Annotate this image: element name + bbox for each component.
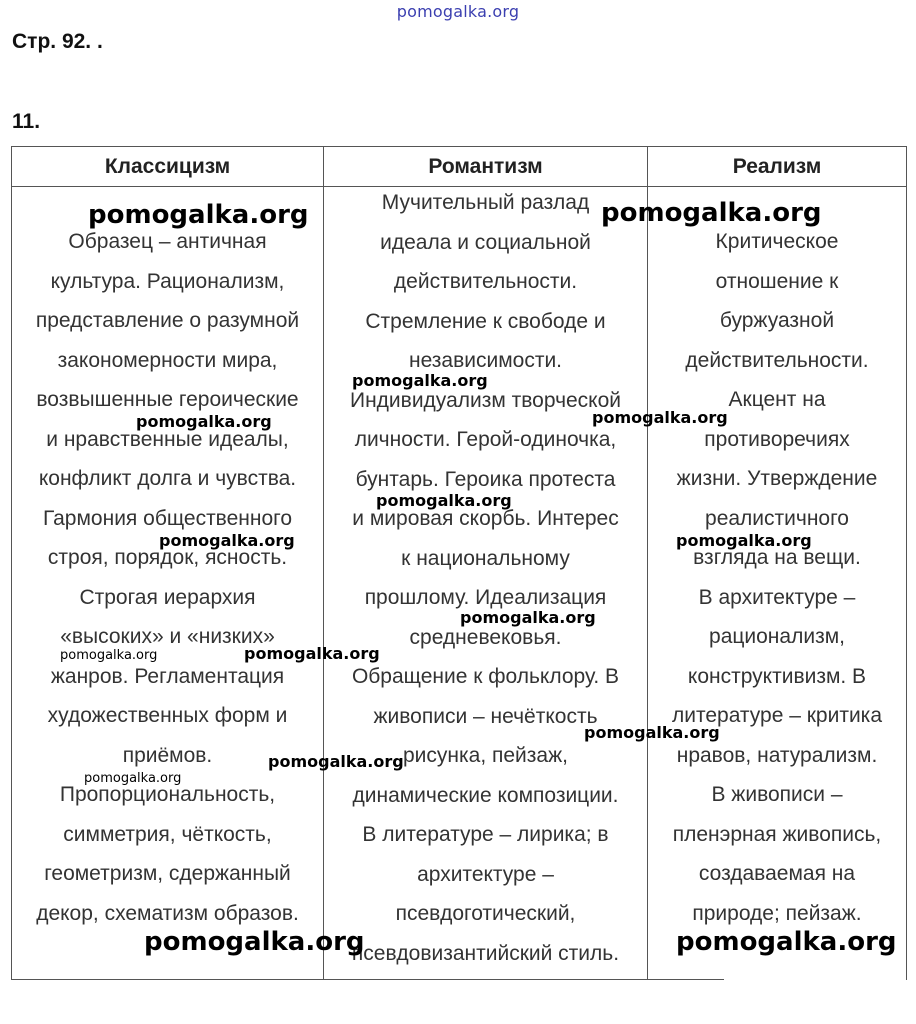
cell-line: Критическое	[715, 230, 839, 253]
cell-line: взгляда на вещи.	[693, 546, 861, 569]
task-number: 11.	[12, 110, 41, 133]
cell-line: прошлому. Идеализация	[364, 586, 607, 609]
cell-line: личности. Герой-одиночка,	[354, 428, 617, 451]
cell-line: культура. Рационализм,	[50, 269, 285, 293]
cell-line: независимости.	[408, 349, 563, 372]
cell-line: Строгая иерархия	[79, 585, 256, 609]
watermark: pomogalka.org	[676, 531, 812, 550]
cell-line: архитектуре –	[417, 862, 554, 886]
cell-line: и мировая скорбь. Интерес	[352, 507, 619, 530]
watermark: pomogalka.org	[60, 648, 158, 663]
header-realism: Реализм	[648, 147, 907, 187]
cell-line: к национальному	[401, 546, 570, 570]
watermark: pomogalka.org	[676, 927, 897, 957]
romanticism-cell	[324, 187, 648, 980]
cell-line: Обращение к фольклору. В	[351, 665, 620, 688]
page-label: Стр. 92. .	[12, 30, 103, 53]
cell-line: и нравственные идеалы,	[46, 427, 289, 451]
cell-line: буржуазной	[719, 309, 835, 332]
cell-line: Мучительный разлад	[381, 191, 590, 214]
cell-line: приёмов.	[122, 743, 213, 767]
watermark: pomogalka.org	[88, 200, 309, 230]
cell-line: Акцент на	[728, 388, 826, 411]
cell-line: действительности.	[393, 270, 578, 293]
border-gap	[724, 975, 906, 987]
cell-line: представление о разумной	[35, 309, 300, 332]
watermark: pomogalka.org	[601, 198, 822, 228]
cell-line: строя, порядок, ясность.	[47, 546, 288, 569]
cell-line: литературе – критика	[671, 704, 883, 727]
cell-line: Образец – античная	[68, 230, 267, 253]
cell-line: конструктивизм. В	[687, 664, 867, 688]
realism-text	[652, 222, 902, 933]
watermark: pomogalka.org	[136, 412, 272, 431]
cell-line: Стремление к свободе и	[365, 309, 606, 333]
cell-line: действительности.	[685, 348, 869, 372]
table-body-row	[12, 187, 907, 980]
classicism-cell	[12, 187, 324, 980]
realism-cell	[648, 187, 907, 980]
cell-line: декор, схематизм образов.	[36, 901, 299, 925]
cell-line: жанров. Регламентация	[50, 664, 285, 688]
cell-line: В литературе – лирика; в	[362, 823, 609, 846]
watermark: pomogalka.org	[352, 371, 488, 390]
cell-line: нравов, натурализм.	[676, 743, 878, 767]
watermark: pomogalka.org	[159, 531, 295, 550]
cell-line: Индивидуализм творческой	[349, 388, 622, 412]
watermark: pomogalka.org	[244, 644, 380, 663]
cell-line: жизни. Утверждение	[676, 467, 878, 490]
cell-line: Пропорциональность,	[59, 783, 276, 806]
cell-line: художественных форм и	[47, 704, 288, 727]
cell-line: псевдовизантийский стиль.	[351, 941, 620, 965]
comparison-table	[11, 146, 907, 980]
cell-line: закономерности мира,	[57, 348, 278, 372]
cell-line: динамические композиции.	[352, 783, 619, 807]
site-watermark-top: pomogalka.org	[396, 2, 520, 21]
cell-line: бунтарь. Героика протеста	[355, 467, 616, 491]
cell-line: В архитектуре –	[698, 585, 856, 609]
cell-line: рационализм,	[709, 625, 845, 648]
header-romanticism: Романтизм	[324, 147, 648, 187]
cell-line: псевдоготический,	[395, 902, 576, 925]
cell-line: симметрия, чёткость,	[63, 822, 272, 846]
cell-line: Гармония общественного	[42, 506, 293, 530]
watermark: pomogalka.org	[592, 408, 728, 427]
cell-line: «высоких» и «низких»	[60, 625, 275, 648]
watermark: pomogalka.org	[144, 927, 365, 957]
watermark: pomogalka.org	[268, 752, 404, 771]
classicism-text	[16, 222, 319, 933]
cell-line: природе; пейзаж.	[692, 901, 862, 925]
cell-line: пленэрная живопись,	[672, 822, 882, 846]
cell-line: возвышенные героические	[36, 388, 299, 411]
cell-line: реалистичного	[705, 506, 849, 530]
cell-line: конфликт долга и чувства.	[38, 467, 297, 490]
cell-line: средневековья.	[409, 625, 562, 649]
romanticism-text	[328, 183, 643, 973]
watermark: pomogalka.org	[460, 608, 596, 627]
cell-line: В живописи –	[711, 783, 843, 806]
cell-line: идеала и социальной	[380, 230, 591, 254]
cell-line: создаваемая на	[698, 862, 856, 885]
cell-line: противоречиях	[704, 427, 850, 451]
watermark: pomogalka.org	[584, 723, 720, 742]
header-classicism: Классицизм	[12, 147, 324, 187]
cell-line: живописи – нечёткость	[373, 704, 598, 728]
cell-line: отношение к	[715, 269, 839, 293]
cell-line: геометризм, сдержанный	[44, 862, 291, 885]
table-header-row	[12, 147, 907, 187]
watermark: pomogalka.org	[376, 491, 512, 510]
cell-line: рисунка, пейзаж,	[403, 744, 568, 767]
watermark: pomogalka.org	[84, 771, 182, 786]
